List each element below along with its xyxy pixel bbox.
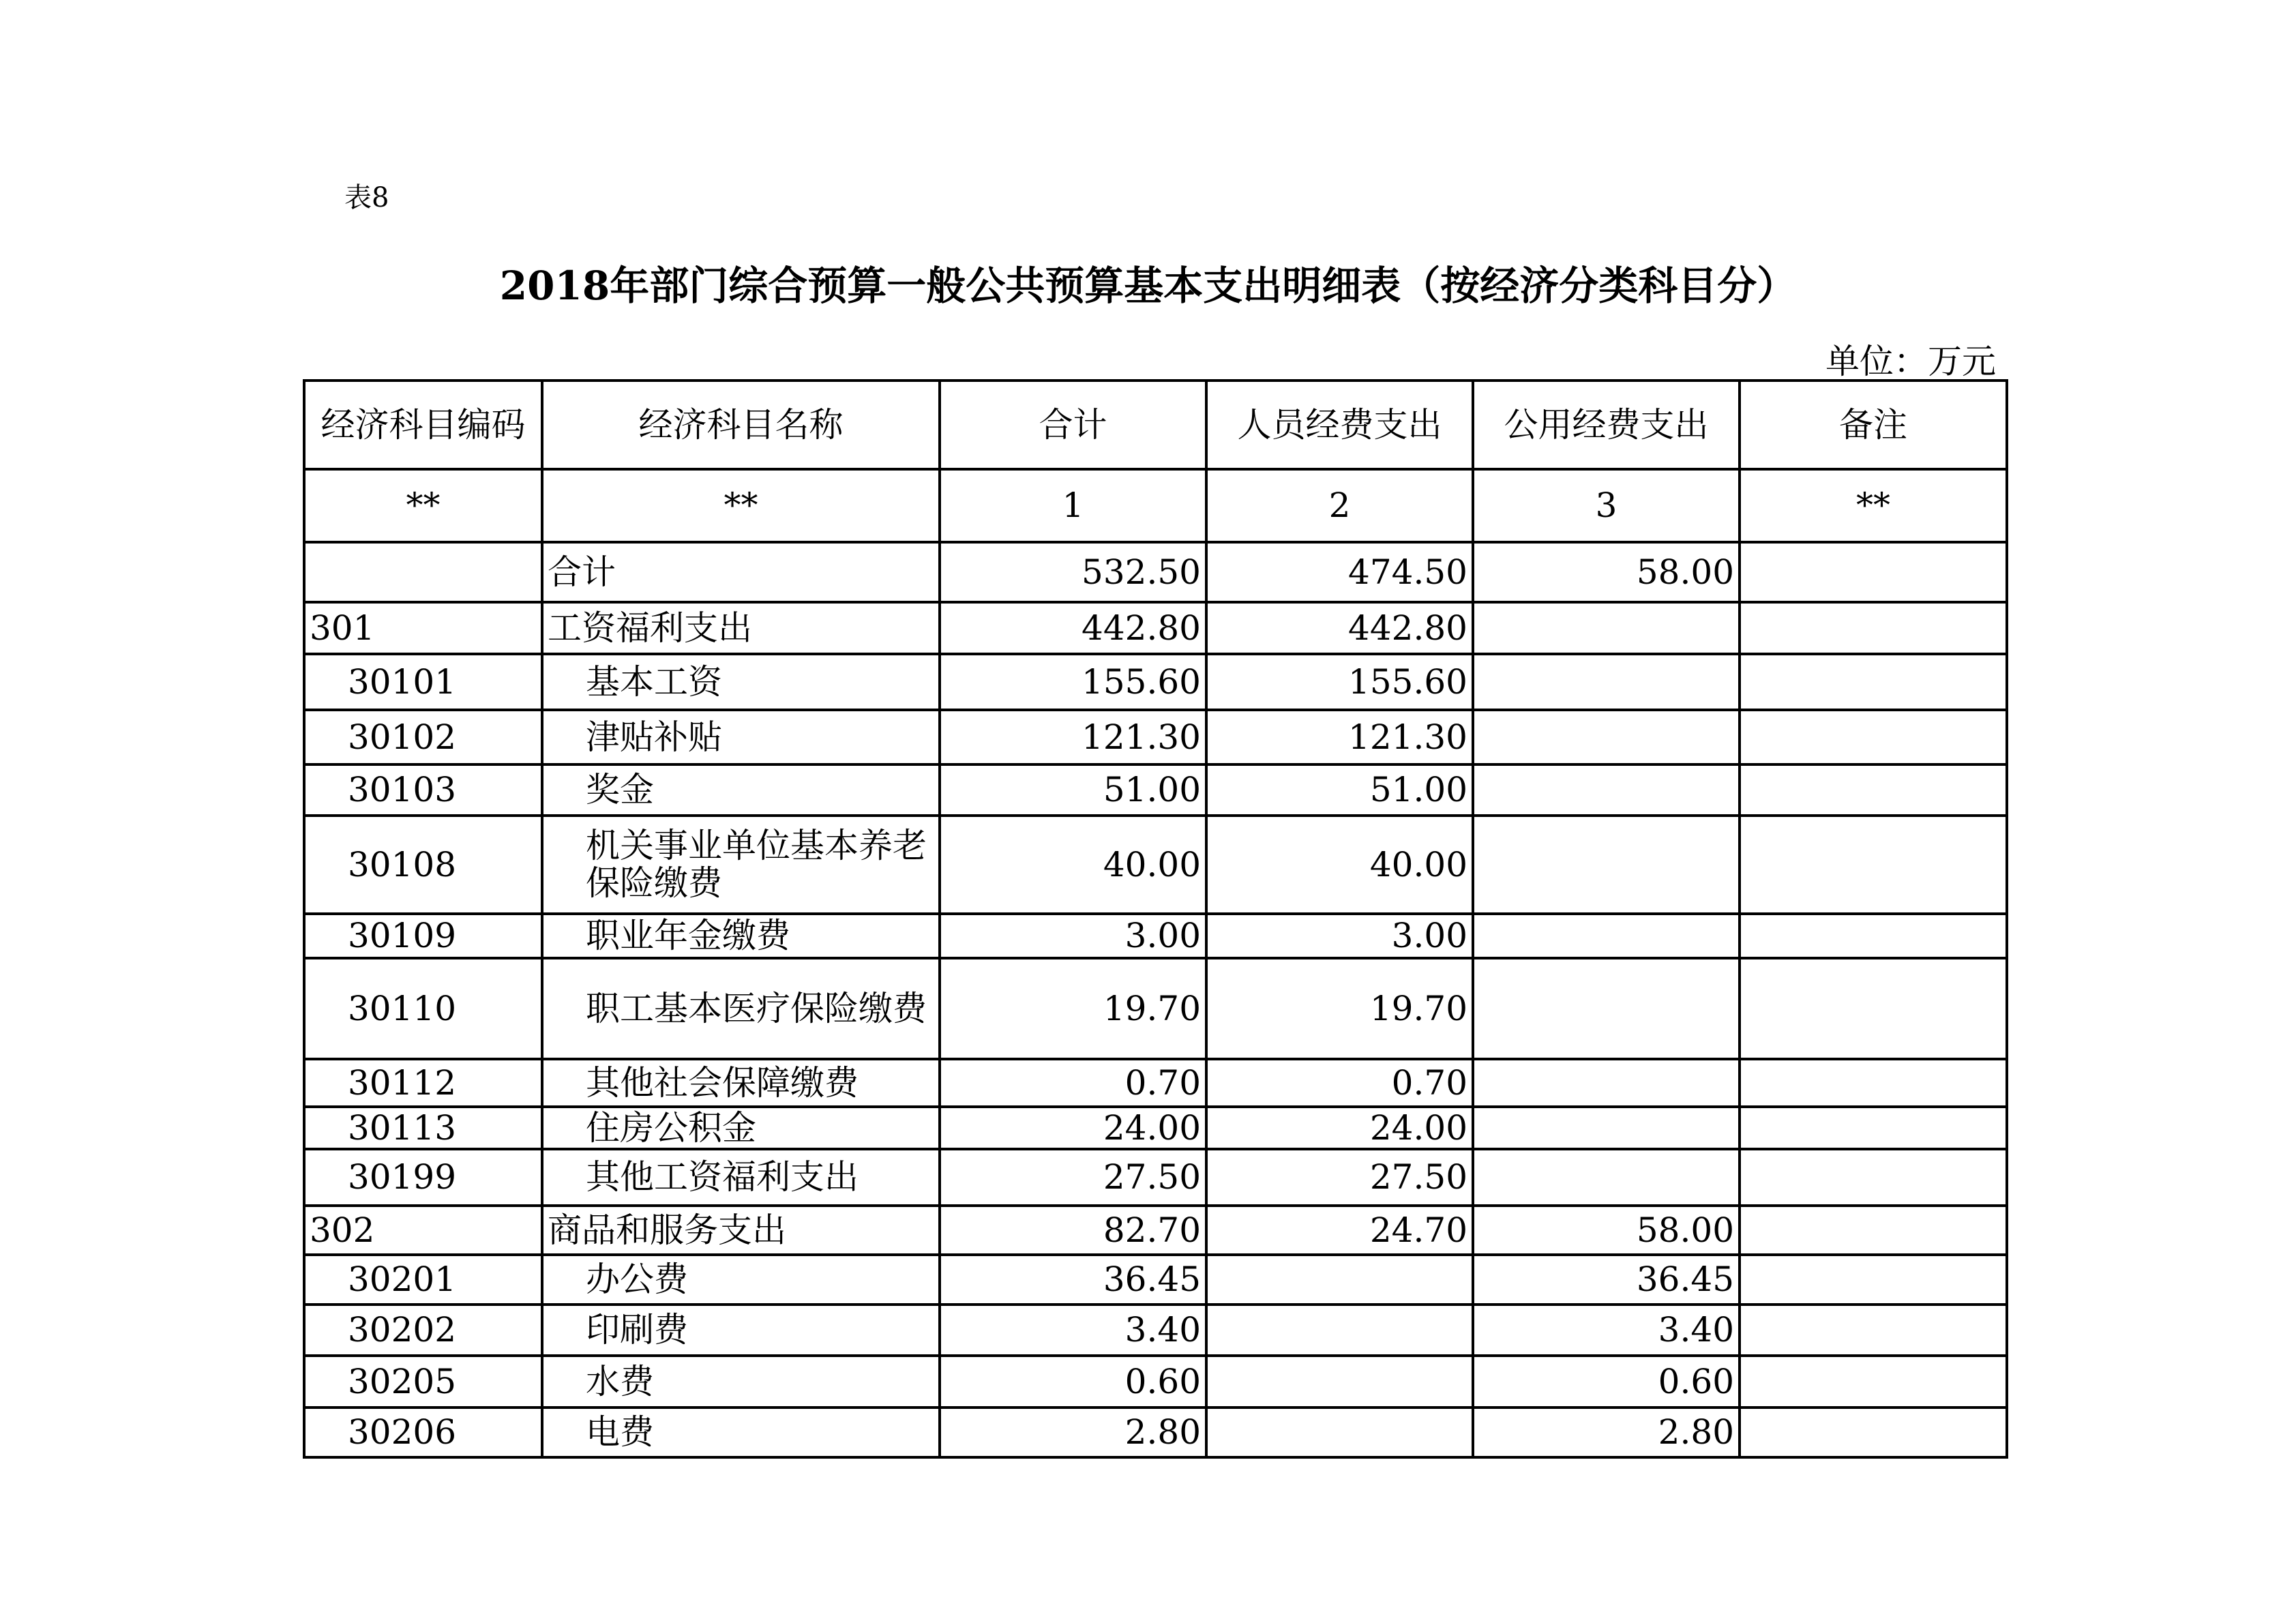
row-public: 36.45 <box>1473 1255 1740 1305</box>
table-row <box>304 1408 2007 1457</box>
row-total: 51.00 <box>940 764 1206 816</box>
row-total: 155.60 <box>940 654 1206 710</box>
row-name: 机关事业单位基本养老保险缴费 <box>542 816 940 914</box>
table-row <box>304 1356 2007 1408</box>
row-public: 3.40 <box>1473 1305 1740 1356</box>
row-personnel: 24.00 <box>1206 1107 1473 1149</box>
header-cell-note: 备注 <box>1740 381 2007 469</box>
row-total: 27.50 <box>940 1149 1206 1206</box>
row-name: 津贴补贴 <box>542 710 940 764</box>
row-personnel <box>1206 1408 1473 1457</box>
row-code: 301 <box>304 602 542 654</box>
table-row <box>304 1206 2007 1255</box>
row-public <box>1473 710 1740 764</box>
table-row <box>304 1107 2007 1149</box>
header-cell-code: 经济科目编码 <box>304 381 542 469</box>
row-note <box>1740 1059 2007 1107</box>
row-name: 办公费 <box>542 1255 940 1305</box>
row-code: 30113 <box>304 1107 542 1149</box>
page-title: 2018年部门综合预算一般公共预算基本支出明细表（按经济分类科目分） <box>499 263 1797 309</box>
row-code <box>304 542 542 602</box>
row-name: 电费 <box>542 1408 940 1457</box>
header-cell-public: 公用经费支出 <box>1473 381 1740 469</box>
row-personnel <box>1206 1305 1473 1356</box>
row-personnel <box>1206 1255 1473 1305</box>
row-code: 30101 <box>304 654 542 710</box>
row-total: 121.30 <box>940 710 1206 764</box>
row-personnel: 121.30 <box>1206 710 1473 764</box>
table-row <box>304 654 2007 710</box>
row-personnel: 27.50 <box>1206 1149 1473 1206</box>
row-personnel: 3.00 <box>1206 914 1473 958</box>
row-name: 住房公积金 <box>542 1107 940 1149</box>
index-cell: ** <box>1740 469 2007 542</box>
row-note <box>1740 542 2007 602</box>
row-note <box>1740 816 2007 914</box>
table-row <box>304 1255 2007 1305</box>
index-cell: ** <box>304 469 542 542</box>
index-cell: ** <box>542 469 940 542</box>
header-cell-name: 经济科目名称 <box>542 381 940 469</box>
row-note <box>1740 710 2007 764</box>
row-public <box>1473 1107 1740 1149</box>
row-name: 印刷费 <box>542 1305 940 1356</box>
row-note <box>1740 1206 2007 1255</box>
header-cell-personnel: 人员经费支出 <box>1206 381 1473 469</box>
table-number-label: 表8 <box>344 182 389 213</box>
row-name: 其他社会保障缴费 <box>542 1059 940 1107</box>
row-note <box>1740 1255 2007 1305</box>
index-row <box>304 469 2007 542</box>
row-public <box>1473 1059 1740 1107</box>
table-row <box>304 602 2007 654</box>
row-total: 0.60 <box>940 1356 1206 1408</box>
row-public <box>1473 764 1740 816</box>
row-note <box>1740 914 2007 958</box>
row-public <box>1473 654 1740 710</box>
index-cell: 2 <box>1206 469 1473 542</box>
row-total: 36.45 <box>940 1255 1206 1305</box>
row-name: 工资福利支出 <box>542 602 940 654</box>
row-code: 30205 <box>304 1356 542 1408</box>
row-total: 2.80 <box>940 1408 1206 1457</box>
row-name: 奖金 <box>542 764 940 816</box>
header-cell-total: 合计 <box>940 381 1206 469</box>
row-code: 30199 <box>304 1149 542 1206</box>
row-code: 30108 <box>304 816 542 914</box>
row-code: 302 <box>304 1206 542 1255</box>
table-row <box>304 914 2007 958</box>
row-note <box>1740 958 2007 1059</box>
row-note <box>1740 654 2007 710</box>
table-row <box>304 1305 2007 1356</box>
row-note <box>1740 764 2007 816</box>
row-name: 其他工资福利支出 <box>542 1149 940 1206</box>
row-public <box>1473 958 1740 1059</box>
row-note <box>1740 1107 2007 1149</box>
row-personnel: 19.70 <box>1206 958 1473 1059</box>
row-total: 532.50 <box>940 542 1206 602</box>
row-public: 2.80 <box>1473 1408 1740 1457</box>
row-code: 30103 <box>304 764 542 816</box>
row-name: 职工基本医疗保险缴费 <box>542 958 940 1059</box>
row-total: 19.70 <box>940 958 1206 1059</box>
row-code: 30102 <box>304 710 542 764</box>
table-row <box>304 1149 2007 1206</box>
header-row <box>304 381 2007 469</box>
table-row <box>304 1059 2007 1107</box>
row-personnel: 24.70 <box>1206 1206 1473 1255</box>
total-row <box>304 542 2007 602</box>
row-public <box>1473 1149 1740 1206</box>
index-cell: 1 <box>940 469 1206 542</box>
row-personnel: 0.70 <box>1206 1059 1473 1107</box>
row-public: 58.00 <box>1473 1206 1740 1255</box>
row-public: 0.60 <box>1473 1356 1740 1408</box>
row-public <box>1473 816 1740 914</box>
row-name: 水费 <box>542 1356 940 1408</box>
index-cell: 3 <box>1473 469 1740 542</box>
row-personnel: 474.50 <box>1206 542 1473 602</box>
row-note <box>1740 1356 2007 1408</box>
row-code: 30110 <box>304 958 542 1059</box>
row-name: 合计 <box>542 542 940 602</box>
row-public <box>1473 914 1740 958</box>
row-code: 30112 <box>304 1059 542 1107</box>
row-total: 3.40 <box>940 1305 1206 1356</box>
row-note <box>1740 602 2007 654</box>
row-note <box>1740 1149 2007 1206</box>
row-name: 职业年金缴费 <box>542 914 940 958</box>
row-personnel <box>1206 1356 1473 1408</box>
row-note <box>1740 1408 2007 1457</box>
row-code: 30109 <box>304 914 542 958</box>
budget-detail-table <box>303 379 2008 1459</box>
table-row <box>304 958 2007 1059</box>
row-total: 442.80 <box>940 602 1206 654</box>
row-name: 基本工资 <box>542 654 940 710</box>
row-personnel: 51.00 <box>1206 764 1473 816</box>
row-personnel: 40.00 <box>1206 816 1473 914</box>
row-personnel: 442.80 <box>1206 602 1473 654</box>
table-row <box>304 710 2007 764</box>
row-public <box>1473 602 1740 654</box>
table-row <box>304 816 2007 914</box>
row-code: 30202 <box>304 1305 542 1356</box>
row-total: 82.70 <box>940 1206 1206 1255</box>
row-public: 58.00 <box>1473 542 1740 602</box>
row-note <box>1740 1305 2007 1356</box>
unit-note: 单位：万元 <box>1825 342 1996 381</box>
table-row <box>304 764 2007 816</box>
row-total: 24.00 <box>940 1107 1206 1149</box>
row-code: 30201 <box>304 1255 542 1305</box>
row-total: 40.00 <box>940 816 1206 914</box>
row-total: 3.00 <box>940 914 1206 958</box>
row-code: 30206 <box>304 1408 542 1457</box>
row-total: 0.70 <box>940 1059 1206 1107</box>
row-personnel: 155.60 <box>1206 654 1473 710</box>
row-name: 商品和服务支出 <box>542 1206 940 1255</box>
